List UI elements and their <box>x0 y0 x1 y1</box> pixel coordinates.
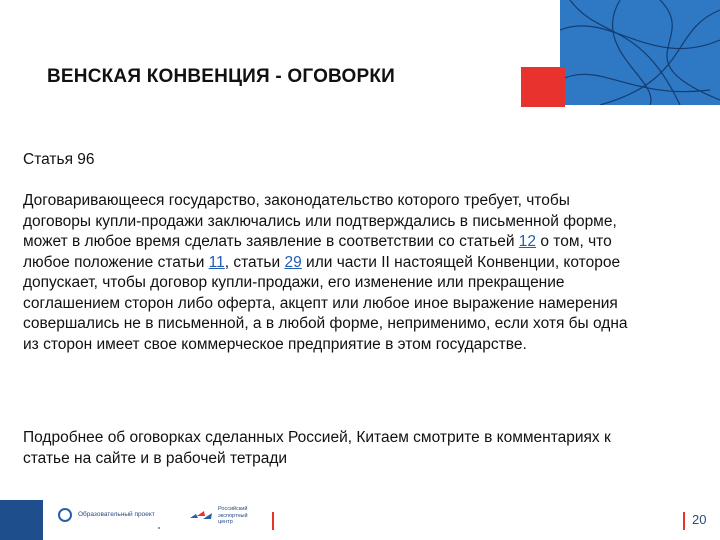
decorative-dot <box>158 527 160 529</box>
logo-text: Образовательный проект <box>78 511 155 518</box>
globe-icon <box>58 508 72 522</box>
page-number-divider <box>683 512 685 530</box>
paragraph-text: о том, что любое положение статьи <box>23 233 612 271</box>
education-project-logo <box>58 508 158 522</box>
decorative-blue-pattern <box>560 0 720 105</box>
article-12-link[interactable]: 12 <box>518 233 537 250</box>
footer-divider <box>272 512 274 530</box>
article-paragraph <box>23 191 633 355</box>
paragraph-text: или части II настоящей Конвенции, которое допускает, чтобы договор купли-продажи, его изменение или прекращение соглашением сторон либо оферта, акцепт или любое иное выражение намерения совершались не в письменной, а в любой форме, неприменимо, если хотя бы одна из сторон имеет свое коммерческое предприятие в этом государстве. <box>23 253 628 353</box>
page-number: 20 <box>692 512 707 527</box>
paragraph-text: Договаривающееся государство, законодательство которого требует, чтобы договоры купли-продажи заключались или подтверждались в письменной форме, может в любое время сделать заявление в соответствии со статьей <box>23 192 617 250</box>
footer-blue-block <box>0 500 43 540</box>
decorative-red-square <box>521 67 565 107</box>
article-29-link[interactable]: 29 <box>284 253 302 271</box>
paragraph-text: , статьи <box>224 253 285 271</box>
logo-text: Российский экспортный центр <box>218 506 248 525</box>
article-11-link[interactable]: 11 <box>208 253 225 271</box>
more-info-paragraph: Подробнее об оговорках сделанных Россией, Китаем смотрите в комментариях к статье на сайте и в рабочей тетради <box>23 429 611 467</box>
export-center-mark-icon <box>188 509 214 523</box>
slide-title: ВЕНСКАЯ КОНВЕНЦИЯ - ОГОВОРКИ <box>47 66 396 87</box>
article-heading: Статья 96 <box>23 151 95 168</box>
export-center-logo <box>188 506 258 526</box>
